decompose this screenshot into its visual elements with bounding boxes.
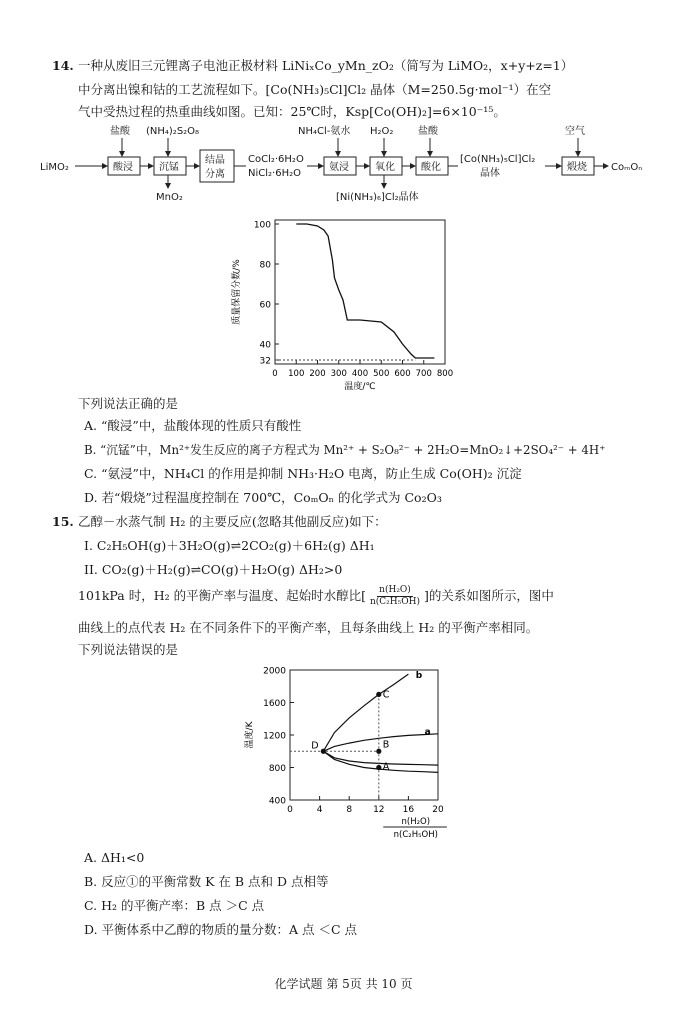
question-prompt: 下列说法正确的是: [78, 396, 179, 411]
flow-co-complex-crystal: 晶体: [480, 168, 500, 179]
x-tick-label: 0: [272, 369, 278, 379]
x-axis-label-denominator: n(C₂H₅OH): [393, 830, 438, 840]
flow-box-mn-label: 沉锰: [159, 162, 179, 173]
page-footer: 化学试题 第 5页 共 10 页: [274, 977, 413, 991]
curve-label-a: a: [424, 727, 431, 738]
y-tick-label: 800: [268, 764, 286, 774]
x-axis-label-numerator: n(H₂O): [401, 817, 431, 827]
y-tick-label: 32: [259, 356, 271, 367]
flow-reagent-nh4cl: NH₄Cl-氨水: [298, 126, 351, 137]
tga-curve: [296, 224, 434, 358]
flow-start-label: LiMO₂: [40, 162, 69, 173]
point-label-d: D: [311, 740, 319, 752]
y-tick-label: 400: [268, 796, 286, 807]
x-tick-label: 700: [415, 369, 432, 379]
y-axis-label: 质量保留分数/%: [232, 259, 242, 325]
option-d: D. 若“煅烧”过程温度控制在 700℃，CoₘOₙ 的化学式为 Co₂O₃: [84, 490, 442, 505]
question-prompt: 下列说法错误的是: [78, 642, 179, 657]
equilibrium-chart: [238, 662, 463, 842]
point-label-b: B: [382, 739, 390, 751]
process-flow-diagram: [40, 122, 680, 212]
x-tick-label: 0: [287, 805, 293, 815]
x-axis-label: 温度/℃: [344, 382, 376, 392]
flow-box-calcine-label: 煅烧: [567, 162, 587, 173]
flow-box-acidify-label: 酸化: [421, 162, 441, 173]
flow-reagent-air: 空气: [565, 126, 585, 137]
curve-a-upper: [323, 734, 438, 752]
tga-chart: [225, 212, 465, 392]
x-tick-label: 12: [373, 805, 385, 815]
option-a: A. “酸浸”中，盐酸体现的性质只有酸性: [84, 418, 302, 433]
point-d: [321, 749, 326, 754]
fraction-numerator: n(H₂O): [379, 584, 411, 595]
option-c: C. “氨浸”中，NH₄Cl 的作用是抑制 NH₃·H₂O 电离，防止生成 Co(OH)₂ 沉淀: [84, 466, 522, 481]
x-tick-label: 20: [432, 805, 444, 815]
flow-byproduct-ni: [Ni(NH₃)₆]Cl₂晶体: [336, 192, 419, 203]
plot-frame: [275, 220, 445, 364]
x-tick-label: 800: [436, 369, 454, 379]
option-b: B. 反应①的平衡常数 K 在 B 点和 D 点相等: [84, 874, 329, 889]
x-tick-label: 100: [288, 369, 305, 379]
flow-box-acid-leach-label: 酸浸: [113, 162, 133, 173]
question-stem-line: 气中受热过程的热重曲线如图。已知：25℃时，Ksp[Co(OH)₂]=6×10⁻¹⁵。: [78, 104, 506, 119]
x-tick-label: 500: [373, 369, 390, 379]
condition-text-post: ]的关系如图所示，图中: [423, 588, 554, 603]
question-stem-line: 中分离出镍和钴的工艺流程如下。[Co(NH₃)₅Cl]Cl₂ 晶体（M=250.5g·mol⁻¹）在空: [78, 82, 552, 97]
y-tick-label: 1600: [263, 699, 286, 709]
point-label-a: A: [382, 761, 390, 773]
y-tick-label: 1200: [263, 731, 286, 742]
option-b: B. “沉锰”中，Mn²⁺发生反应的离子方程式为 Mn²⁺ + S₂O₈²⁻ + 2H₂O=MnO₂↓+2SO₄²⁻ + 4H⁺: [84, 443, 606, 457]
x-tick-label: 300: [330, 369, 347, 379]
flow-reagent-hcl-2: 盐酸: [418, 126, 438, 137]
point-b: [376, 749, 381, 754]
point-a: [376, 765, 381, 770]
y-axis-label: 温度/K: [245, 721, 255, 749]
flow-box-oxidation-label: 氧化: [375, 162, 395, 173]
ratio-fraction: [368, 585, 422, 608]
flow-reagent-h2o2: H₂O₂: [370, 126, 394, 137]
curve-a-lower: [323, 751, 438, 765]
y-tick-label: 2000: [263, 666, 286, 677]
point-label-c: C: [382, 689, 390, 701]
flow-salt-co: CoCl₂·6H₂O: [248, 154, 304, 165]
option-d: D. 平衡体系中乙醇的物质的量分数：A 点 ＜C 点: [84, 922, 358, 937]
reaction-1: I. C₂H₅OH(g)＋3H₂O(g)⇌2CO₂(g)＋6H₂(g) ΔH₁: [84, 538, 375, 553]
flow-box-separate-label: 分离: [205, 169, 225, 180]
question-stem-line: 曲线上的点代表 H₂ 在不同条件下的平衡产率，且每条曲线上 H₂ 的平衡产率相同。: [78, 620, 539, 635]
flow-reagent-persulfate: (NH₄)₂S₂O₈: [146, 126, 200, 137]
option-c: C. H₂ 的平衡产率：B 点 ＞C 点: [84, 898, 265, 913]
question-number: 15.: [52, 514, 74, 529]
y-tick-label: 100: [253, 220, 271, 231]
question-condition-line: [78, 582, 554, 610]
fraction-denominator: n(C₂H₅OH): [369, 596, 420, 607]
curve-label-b: b: [415, 671, 423, 682]
flow-box-crystallize-label: 结晶: [205, 155, 225, 166]
point-c: [376, 692, 381, 697]
condition-text-pre: 101kPa 时，H₂ 的平衡产率与温度、起始时水醇比[: [78, 588, 366, 603]
x-tick-label: 16: [402, 805, 415, 815]
y-tick-label: 80: [259, 260, 271, 271]
option-a: A. ΔH₁<0: [84, 850, 145, 865]
flow-product: CoₘOₙ: [611, 162, 643, 173]
y-tick-label: 40: [259, 340, 271, 351]
x-tick-label: 200: [309, 369, 326, 379]
question-number: 14.: [52, 58, 74, 73]
x-tick-label: 600: [394, 369, 411, 379]
y-tick-label: 60: [259, 300, 271, 311]
reaction-2: II. CO₂(g)＋H₂(g)⇌CO(g)＋H₂O(g) ΔH₂>0: [84, 562, 343, 577]
flow-reagent-hcl: 盐酸: [110, 126, 130, 137]
x-tick-label: 8: [346, 805, 353, 815]
question-stem: 乙醇－水蒸气制 H₂ 的主要反应(忽略其他副反应)如下：: [78, 514, 387, 529]
x-tick-label: 400: [351, 369, 369, 379]
flow-co-complex: [Co(NH₃)₅Cl]Cl₂: [460, 154, 536, 165]
flow-salt-ni: NiCl₂·6H₂O: [248, 168, 301, 179]
flow-byproduct-mno2: MnO₂: [156, 192, 183, 203]
flow-box-ammonia-label: 氨浸: [329, 162, 349, 173]
question-stem-line: 一种从废旧三元锂离子电池正极材料 LiNiₓCo_yMn_zO₂（简写为 LiMO₂，x+y+z=1）: [78, 58, 574, 73]
x-tick-label: 4: [316, 805, 323, 815]
